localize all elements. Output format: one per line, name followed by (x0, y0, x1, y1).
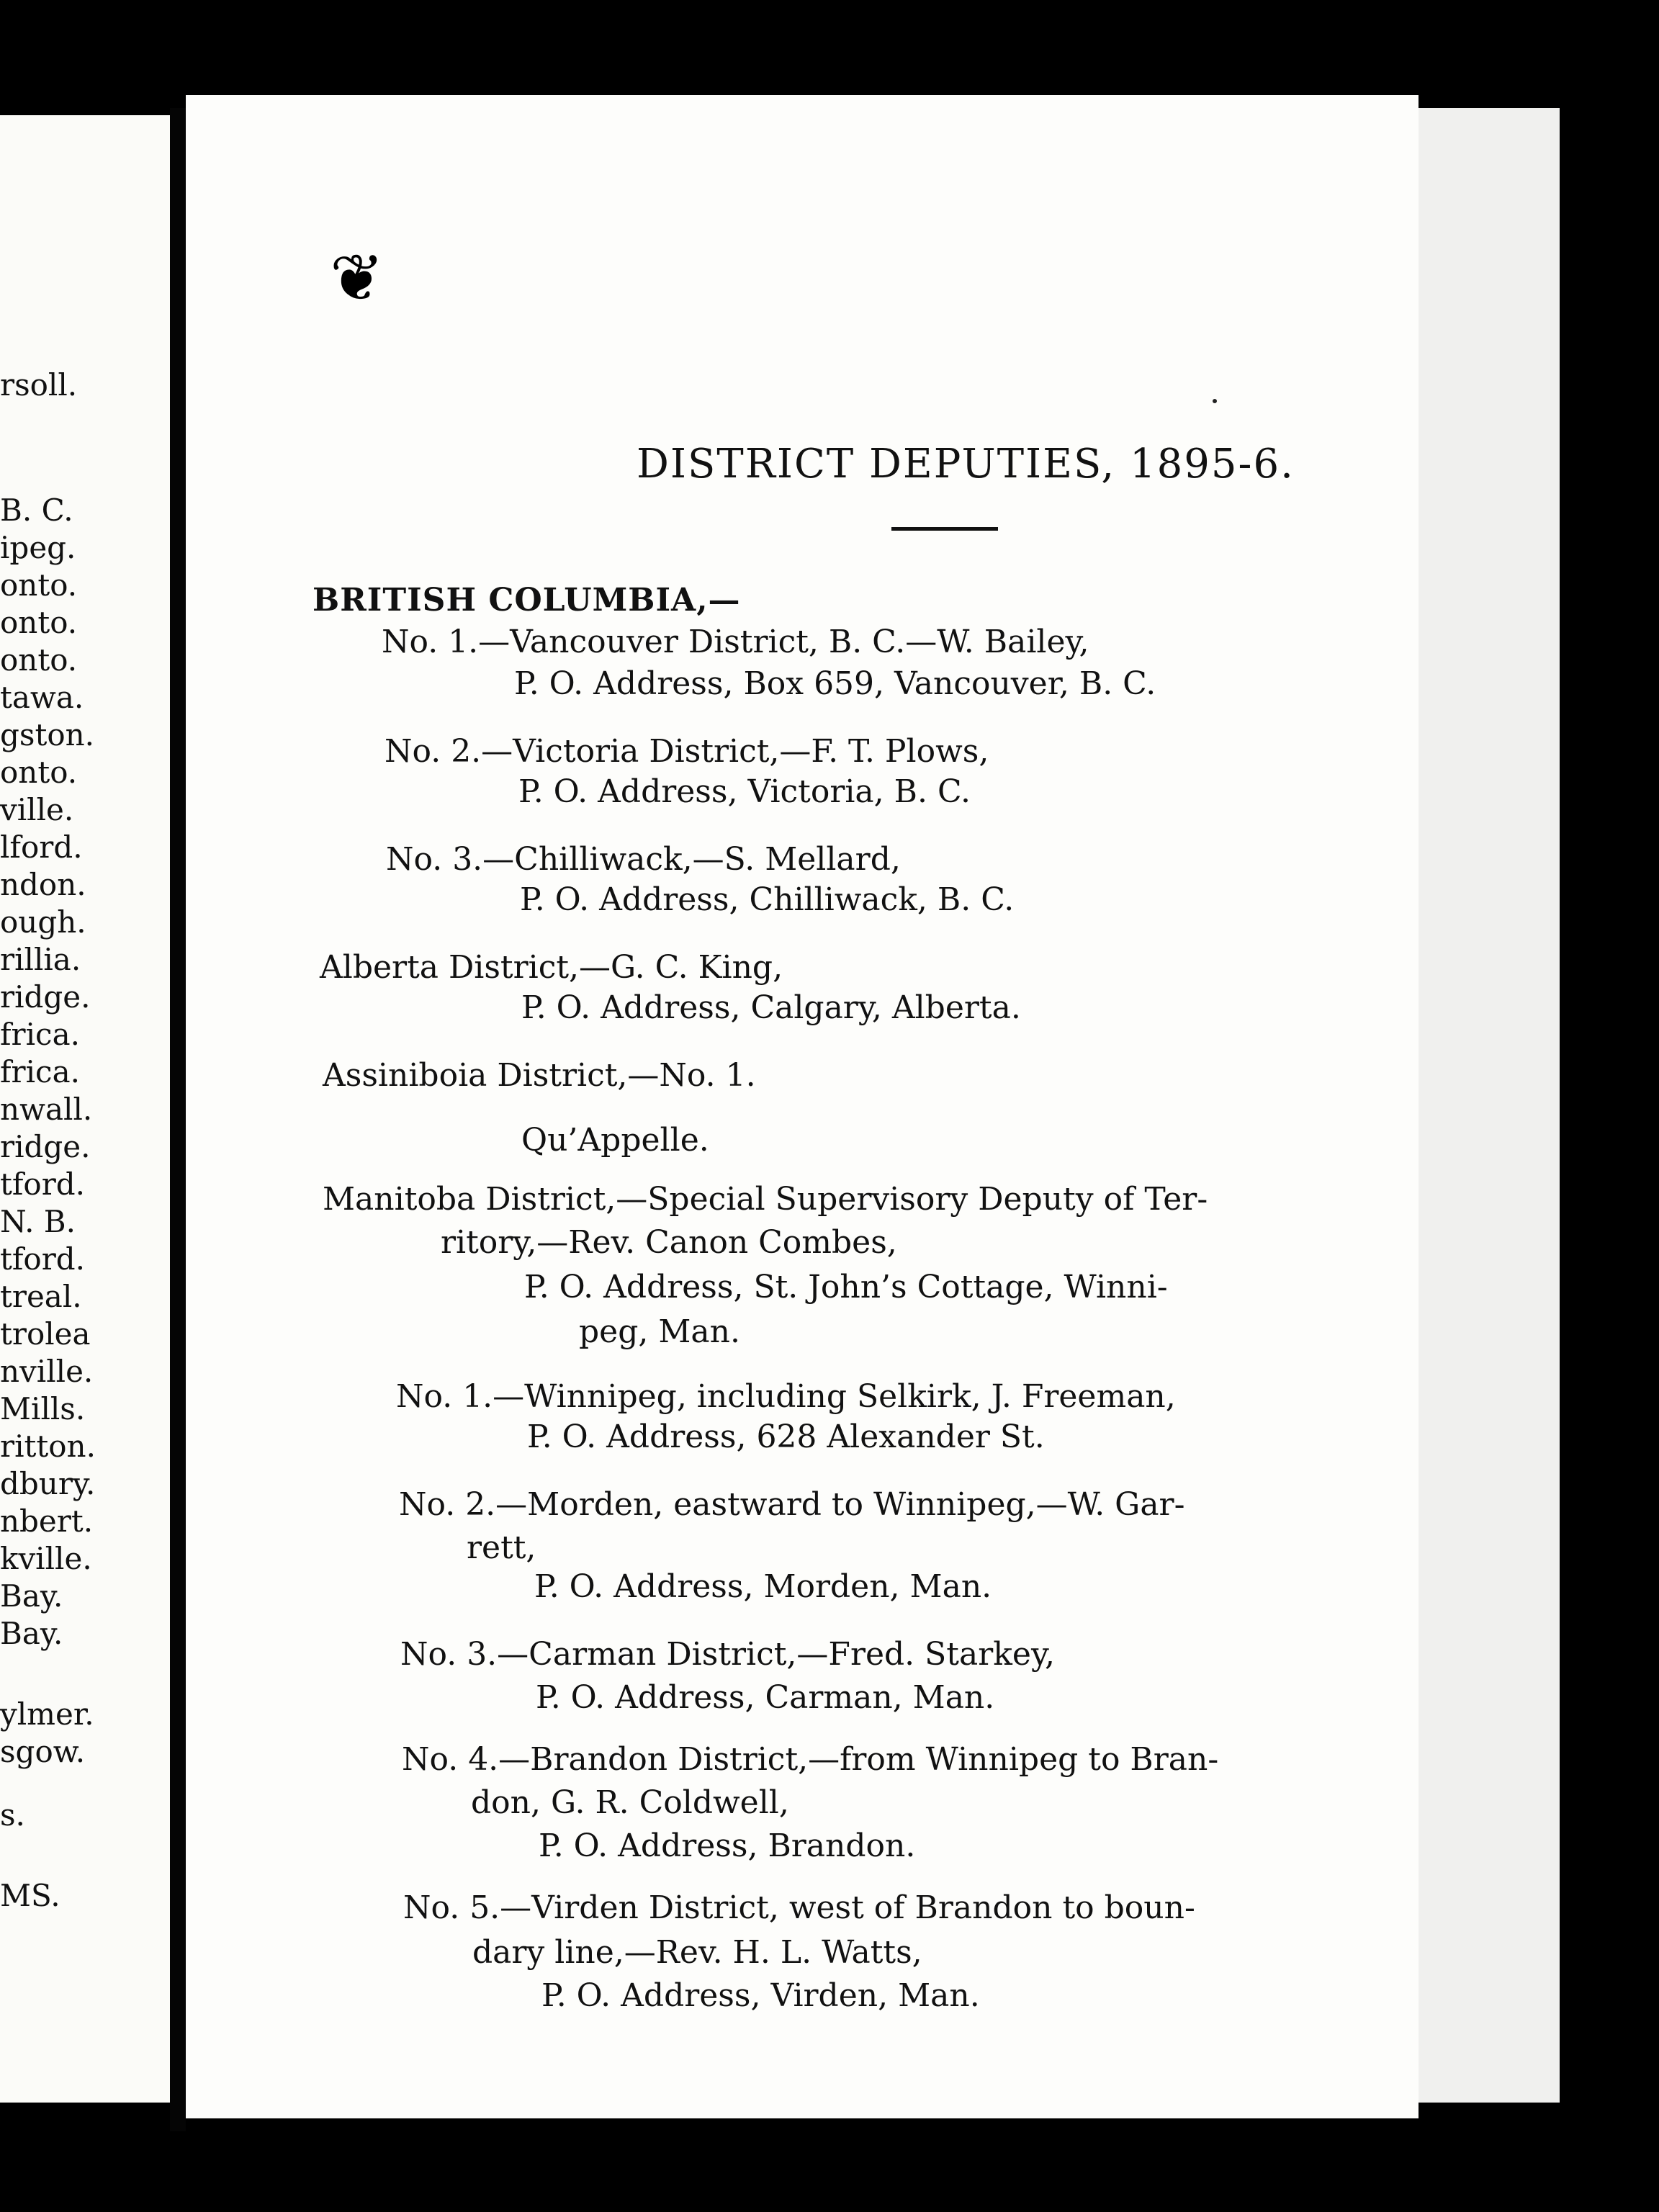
district-entry-line: Alberta District,—G. C. King, (320, 949, 783, 986)
left-page-line: tford. (0, 1241, 86, 1277)
left-page-line: ritton. (0, 1429, 96, 1464)
left-page-line: dbury. (0, 1466, 96, 1501)
book-gutter (170, 108, 186, 2131)
left-page-line: s. (0, 1797, 25, 1833)
left-page-line: N. B. (0, 1204, 76, 1239)
address-line: Qu’Appelle. (521, 1122, 709, 1159)
district-entry-line: No. 4.—Brandon District,—from Winnipeg to Bran- (402, 1741, 1219, 1778)
left-page-line: Bay. (0, 1616, 63, 1651)
left-page-line: tford. (0, 1166, 86, 1202)
district-entry-line: rett, (467, 1529, 536, 1566)
district-entry-line: No. 2.—Victoria District,—F. T. Plows, (385, 733, 989, 770)
address-line: P. O. Address, 628 Alexander St. (527, 1419, 1045, 1455)
left-page-line: sgow. (0, 1734, 86, 1769)
left-page-line: lford. (0, 830, 83, 865)
district-entry-line: No. 1.—Vancouver District, B. C.—W. Bailey, (382, 624, 1089, 660)
district-entry-line: don, G. R. Coldwell, (471, 1784, 789, 1821)
left-page-line: onto. (0, 567, 78, 603)
left-page-line: frica. (0, 1054, 80, 1089)
left-page-line: ough. (0, 904, 86, 940)
left-page-line: gston. (0, 717, 95, 752)
district-entry-line: No. 3.—Chilliwack,—S. Mellard, (386, 841, 901, 878)
address-line: P. O. Address, Chilliwack, B. C. (520, 881, 1015, 918)
left-page-line: treal. (0, 1279, 82, 1314)
left-page-line: MS. (0, 1878, 60, 1913)
left-page-line: nville. (0, 1354, 94, 1389)
left-page-line: rsoll. (0, 367, 78, 403)
address-line: P. O. Address, Brandon. (539, 1827, 916, 1864)
left-page-line: onto. (0, 605, 78, 640)
district-entry-line: dary line,—Rev. H. L. Watts, (472, 1934, 922, 1971)
left-page-line: ville. (0, 792, 74, 827)
left-page-line: ipeg. (0, 530, 76, 565)
district-entry-line: ritory,—Rev. Canon Combes, (441, 1224, 897, 1261)
binding-mark-icon: ❦ (330, 240, 385, 316)
address-line: P. O. Address, Carman, Man. (536, 1679, 995, 1716)
left-page-line: nwall. (0, 1092, 93, 1127)
district-entry-line: No. 1.—Winnipeg, including Selkirk, J. Freeman, (396, 1378, 1176, 1415)
left-facing-page (0, 115, 180, 2103)
title-rule (891, 527, 998, 531)
address-line: P. O. Address, Calgary, Alberta. (521, 989, 1021, 1026)
address-line: peg, Man. (579, 1313, 740, 1350)
left-page-line: kville. (0, 1541, 92, 1576)
section-heading: BRITISH COLUMBIA,— (313, 582, 741, 619)
left-page-line: Mills. (0, 1391, 86, 1426)
address-line: P. O. Address, Virden, Man. (541, 1977, 980, 2014)
document-page (186, 95, 1419, 2118)
district-entry-line: No. 5.—Virden District, west of Brandon to boun- (403, 1889, 1195, 1926)
ink-speck (1213, 399, 1217, 403)
address-line: P. O. Address, St. John’s Cottage, Winni- (524, 1269, 1168, 1305)
district-entry-line: Manitoba District,—Special Supervisory Deputy of Ter- (323, 1181, 1208, 1218)
address-line: P. O. Address, Morden, Man. (534, 1568, 992, 1605)
address-line: P. O. Address, Victoria, B. C. (518, 773, 971, 810)
left-page-line: nbert. (0, 1503, 94, 1539)
page-edge-stack (1411, 108, 1560, 2103)
left-page-line: B. C. (0, 493, 73, 528)
page-title: DISTRICT DEPUTIES, 1895-6. (637, 441, 1295, 487)
district-entry-line: No. 3.—Carman District,—Fred. Starkey, (400, 1636, 1055, 1673)
left-page-line: frica. (0, 1017, 80, 1052)
district-entry-line: No. 2.—Morden, eastward to Winnipeg,—W. Gar- (399, 1486, 1185, 1523)
left-page-line: rillia. (0, 942, 81, 977)
left-page-line: onto. (0, 642, 78, 678)
address-line: P. O. Address, Box 659, Vancouver, B. C. (514, 665, 1156, 702)
left-page-line: trolea (0, 1316, 91, 1352)
left-page-line: Bay. (0, 1578, 63, 1614)
district-entry-line: Assiniboia District,—No. 1. (323, 1057, 756, 1094)
left-page-line: tawa. (0, 680, 84, 715)
left-page-line: ridge. (0, 1129, 91, 1164)
left-page-line: onto. (0, 755, 78, 790)
left-page-line: ylmer. (0, 1696, 94, 1732)
left-page-line: ndon. (0, 867, 86, 902)
left-page-line: ridge. (0, 979, 91, 1015)
